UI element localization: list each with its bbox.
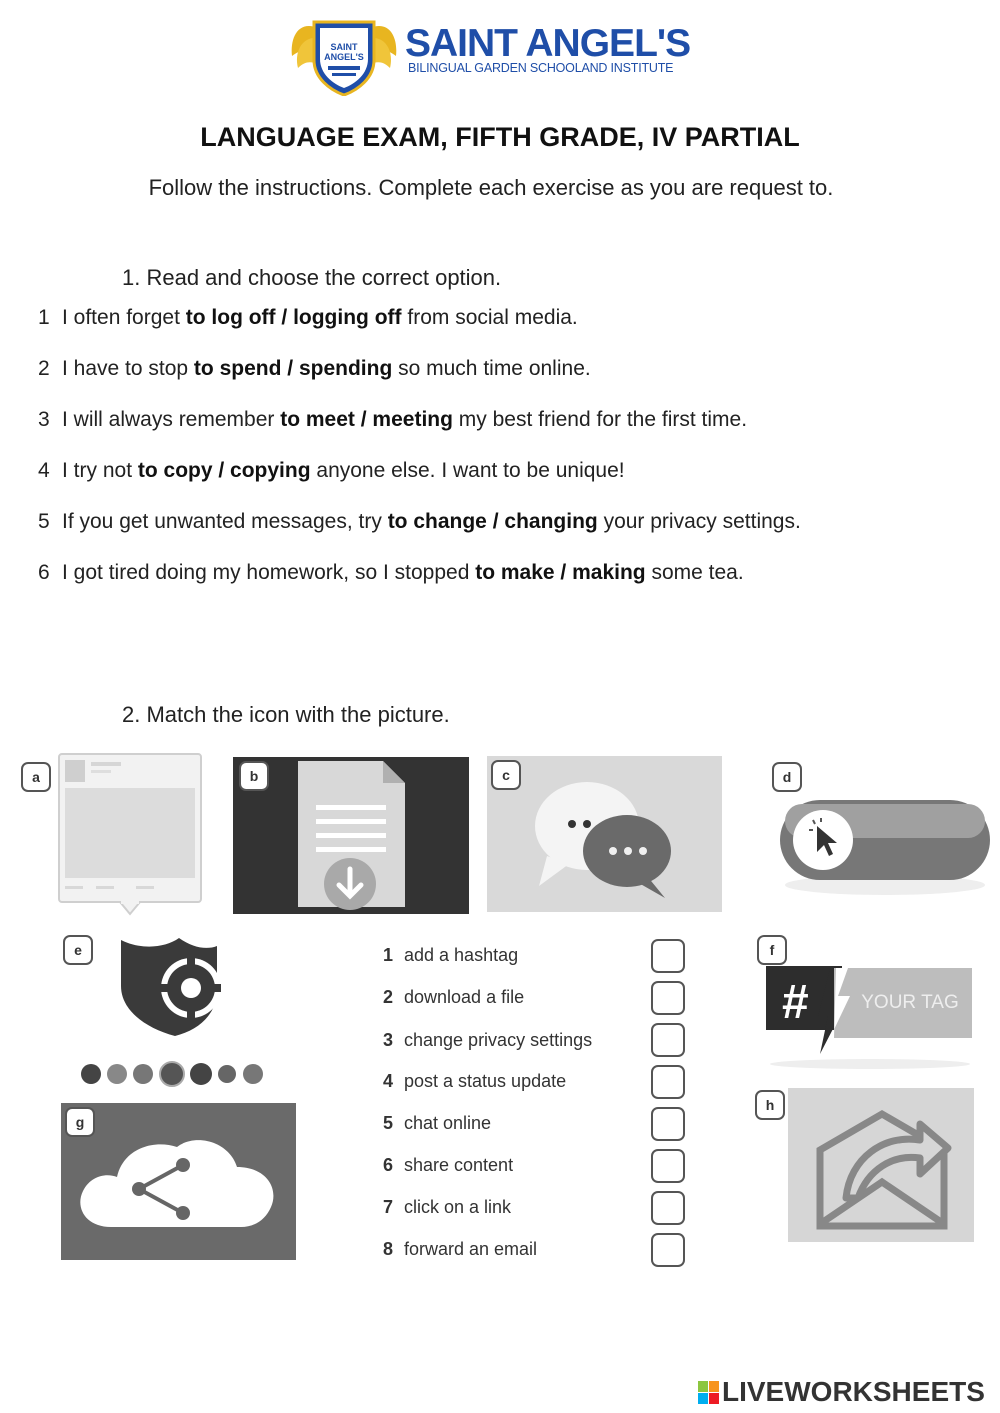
- exercise-2-heading: 2. Match the icon with the picture.: [122, 702, 450, 727]
- picture-letter-e: e: [63, 935, 93, 965]
- status-update-picture: [56, 752, 206, 917]
- question-text-end: anyone else. I want to be unique!: [310, 459, 625, 482]
- exam-title: LANGUAGE EXAM, FIFTH GRADE, IV PARTIAL: [200, 122, 800, 152]
- question-row: [38, 306, 578, 330]
- match-item-text: add a hashtag: [404, 945, 519, 965]
- answer-box-5[interactable]: [651, 1107, 685, 1141]
- liveworksheets-badge-icon: [698, 1381, 720, 1405]
- match-item: [383, 945, 518, 966]
- option-a[interactable]: to copy: [137, 459, 213, 482]
- your-tag-label: YOUR TAG: [861, 992, 959, 1013]
- share-content-picture: [61, 1103, 296, 1260]
- crest-text-angels: ANGEL'S: [324, 52, 364, 62]
- match-item-number: 2: [383, 987, 394, 1007]
- match-item: [383, 1155, 513, 1176]
- question-text: I often forget: [62, 306, 186, 329]
- match-item-number: 3: [383, 1030, 394, 1050]
- match-item-number: 5: [383, 1113, 394, 1133]
- liveworksheets-brand: LIVEWORKSHEETS: [722, 1376, 985, 1407]
- match-item-text: forward an email: [404, 1239, 538, 1259]
- match-item-number: 7: [383, 1197, 394, 1217]
- option-b[interactable]: changing: [504, 510, 598, 533]
- match-item: [383, 987, 524, 1008]
- option-separator: /: [354, 408, 373, 431]
- option-separator: /: [486, 510, 505, 533]
- option-b[interactable]: making: [572, 561, 646, 584]
- question-row: [38, 357, 591, 381]
- picture-letter-c: c: [491, 760, 521, 790]
- picture-letter-g: g: [65, 1107, 95, 1137]
- match-item-number: 4: [383, 1071, 394, 1091]
- option-b[interactable]: meeting: [372, 408, 453, 431]
- question-text-end: your privacy settings.: [597, 510, 801, 533]
- question-text: If you get unwanted messages, try: [62, 510, 388, 533]
- question-text: I got tired doing my homework, so I stopped: [62, 561, 476, 584]
- match-item-text: chat online: [404, 1113, 492, 1133]
- match-item-text: post a status update: [404, 1071, 567, 1091]
- match-item: [383, 1239, 537, 1260]
- match-item: [383, 1071, 566, 1092]
- option-separator: /: [281, 357, 299, 380]
- answer-box-4[interactable]: [651, 1065, 685, 1099]
- question-row: [38, 408, 747, 432]
- question-text: I have to stop: [62, 357, 194, 380]
- option-b[interactable]: logging off: [293, 306, 402, 329]
- question-number: 6: [38, 561, 50, 584]
- question-text: I try not: [62, 459, 138, 482]
- question-text-end: my best friend for the first time.: [452, 408, 748, 431]
- exercise-1-heading: 1. Read and choose the correct option.: [122, 265, 502, 290]
- school-subtitle: BILINGUAL GARDEN SCHOOLAND INSTITUTE: [408, 61, 674, 75]
- option-b[interactable]: copying: [230, 459, 311, 482]
- option-a[interactable]: to make: [475, 561, 555, 584]
- answer-box-3[interactable]: [651, 1023, 685, 1057]
- option-separator: /: [554, 561, 573, 584]
- option-a[interactable]: to log off: [185, 306, 276, 329]
- match-item-text: change privacy settings: [404, 1030, 593, 1050]
- exam-instructions: Follow the instructions. Complete each exercise as you are request to.: [148, 175, 834, 200]
- school-name: SAINT ANGEL'S: [405, 22, 691, 65]
- forward-email-picture: [788, 1088, 974, 1242]
- hashtag-symbol: #: [782, 976, 809, 1029]
- question-row: [38, 459, 625, 483]
- question-text-end: so much time online.: [392, 357, 591, 380]
- option-b[interactable]: spending: [298, 357, 393, 380]
- match-item-number: 1: [383, 945, 394, 965]
- privacy-settings-picture: [75, 930, 275, 1092]
- question-text-end: some tea.: [645, 561, 744, 584]
- question-text: I will always remember: [62, 408, 281, 431]
- question-text-end: from social media.: [401, 306, 578, 329]
- question-number: 2: [38, 357, 50, 380]
- option-a[interactable]: to change: [387, 510, 487, 533]
- option-a[interactable]: to meet: [280, 408, 355, 431]
- match-item-number: 6: [383, 1155, 394, 1175]
- match-item-text: download a file: [404, 987, 525, 1007]
- question-number: 1: [38, 306, 50, 329]
- crest-text-saint: SAINT: [330, 42, 358, 52]
- match-item-number: 8: [383, 1239, 394, 1259]
- question-number: 5: [38, 510, 50, 533]
- picture-letter-f: f: [757, 935, 787, 965]
- question-row: [38, 561, 744, 585]
- answer-box-1[interactable]: [651, 939, 685, 973]
- picture-letter-a: a: [21, 762, 51, 792]
- hashtag-picture: [760, 960, 978, 1072]
- option-separator: /: [212, 459, 231, 482]
- question-row: [38, 510, 801, 534]
- answer-box-2[interactable]: [651, 981, 685, 1015]
- picture-letter-b: b: [239, 761, 269, 791]
- option-a[interactable]: to spend: [193, 357, 282, 380]
- answer-box-7[interactable]: [651, 1191, 685, 1225]
- option-separator: /: [275, 306, 294, 329]
- match-item-text: share content: [404, 1155, 514, 1175]
- match-item-text: click on a link: [404, 1197, 512, 1217]
- picture-letter-h: h: [755, 1090, 785, 1120]
- answer-box-8[interactable]: [651, 1233, 685, 1267]
- question-number: 4: [38, 459, 50, 482]
- picture-letter-d: d: [772, 762, 802, 792]
- match-item: [383, 1030, 592, 1051]
- match-item: [383, 1197, 511, 1218]
- answer-box-6[interactable]: [651, 1149, 685, 1183]
- match-item: [383, 1113, 491, 1134]
- click-link-picture: [775, 790, 995, 900]
- school-crest-logo: [288, 8, 400, 96]
- question-number: 3: [38, 408, 50, 431]
- chat-online-picture: [487, 756, 722, 912]
